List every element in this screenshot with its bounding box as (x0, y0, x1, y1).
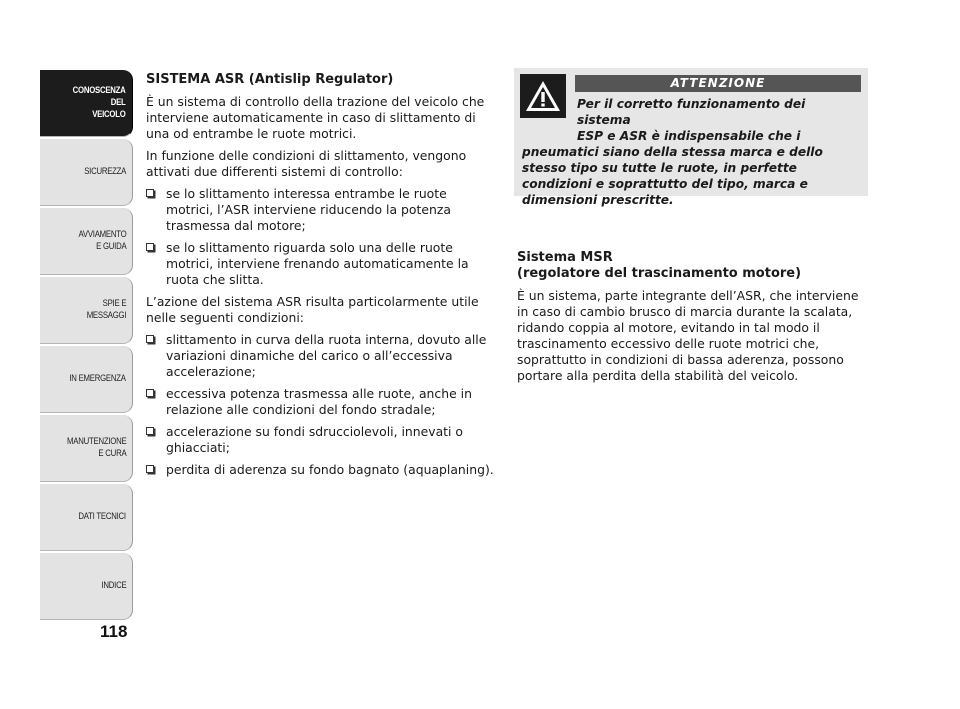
asr-section (146, 72, 496, 484)
checkbox-bullet-icon (146, 243, 154, 251)
warning-text: Per il corretto funzionamento dei sistema ESP e ASR è indispensabile che i pneumatici siano della stessa marca e dello stesso tipo su tutte le ruote, in perfette condizioni e soprattutto del tipo, marca e dimensioni prescritte. (522, 97, 823, 207)
msr-section (517, 250, 872, 390)
tab-sicurezza[interactable]: SICUREZZA (40, 139, 133, 206)
asr-functions-list (146, 186, 496, 288)
tab-avviamento-e-guida[interactable]: AVVIAMENTO E GUIDA (40, 208, 133, 275)
msr-title: Sistema MSR (regolatore del trascinamento motore) (517, 250, 802, 281)
warning-header: ATTENZIONE (575, 75, 861, 92)
tab-indice[interactable]: INDICE (40, 553, 133, 620)
tab-conoscenza-del-veicolo[interactable]: CONOSCENZA DEL VEICOLO (40, 70, 133, 137)
msr-body: È un sistema, parte integrante dell’ASR, che interviene in caso di cambio brusco di marcia durante la scalata, ridando coppia al motore, evitando in tal modo il trascinamento eccessivo delle ruote motrici che, soprattutto in condizioni di bassa aderenza, possono portare alla perdita della stabilità del veicolo. (517, 288, 859, 383)
list-item: se lo slittamento riguarda solo una delle ruote motrici, interviene frenando automaticamente la ruota che slitta. (146, 240, 496, 288)
list-item: perdita di aderenza su fondo bagnato (aquaplaning). (146, 462, 496, 478)
warning-box (514, 68, 868, 207)
list-item: eccessiva potenza trasmessa alle ruote, anche in relazione alle condizioni del fondo stradale; (146, 386, 496, 418)
list-item: slittamento in curva della ruota interna, dovuto alle variazioni dinamiche del carico o all’eccessiva accelerazione; (146, 332, 496, 380)
chapter-sidebar (40, 70, 133, 622)
asr-intro: È un sistema di controllo della trazione del veicolo che interviene automaticamente in caso di slittamento di una od entrambe le ruote motrici. (146, 94, 485, 141)
page-number: 118 (100, 622, 128, 641)
checkbox-bullet-icon (146, 465, 154, 473)
checkbox-bullet-icon (146, 189, 154, 197)
tab-spie-e-messaggi[interactable]: SPIE E MESSAGGI (40, 277, 133, 344)
checkbox-bullet-icon (146, 335, 154, 343)
checkbox-bullet-icon (146, 427, 154, 435)
asr-conditions-intro: L’azione del sistema ASR risulta particolarmente utile nelle seguenti condizioni: (146, 294, 479, 325)
tab-in-emergenza[interactable]: IN EMERGENZA (40, 346, 133, 413)
tab-dati-tecnici[interactable]: DATI TECNICI (40, 484, 133, 551)
asr-functions-intro: In funzione delle condizioni di slittamento, vengono attivati due differenti sistemi di controllo: (146, 148, 467, 179)
tab-manutenzione-e-cura[interactable]: MANUTENZIONE E CURA (40, 415, 133, 482)
list-item: accelerazione su fondi sdrucciolevoli, innevati o ghiacciati; (146, 424, 496, 456)
asr-title: SISTEMA ASR (Antislip Regulator) (146, 72, 394, 87)
list-item: se lo slittamento interessa entrambe le ruote motrici, l’ASR interviene riducendo la potenza trasmessa dal motore; (146, 186, 496, 234)
asr-conditions-list (146, 332, 496, 478)
checkbox-bullet-icon (146, 389, 154, 397)
